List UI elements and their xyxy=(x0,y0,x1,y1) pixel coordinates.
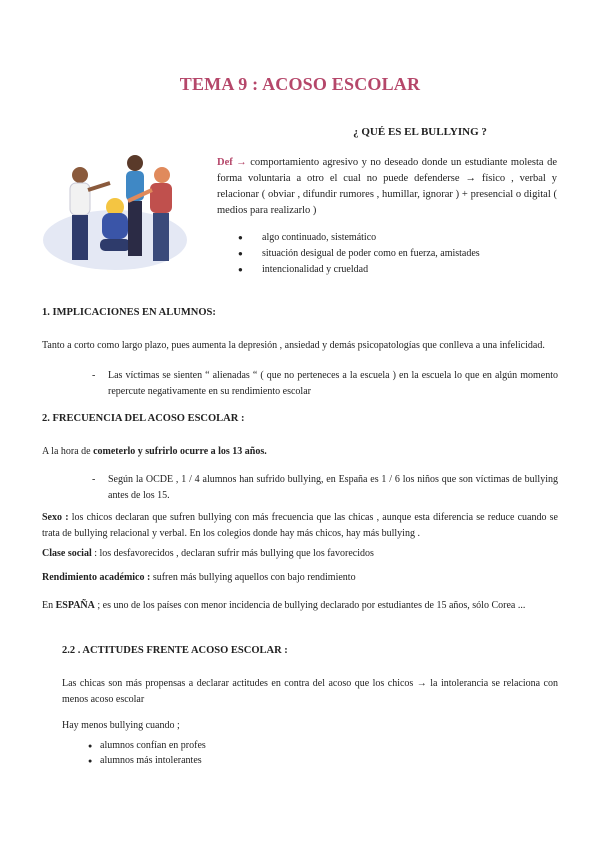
victim-legs xyxy=(100,239,130,251)
list-item: ● algo continuado, sistemático xyxy=(238,230,480,246)
section2-dash-text: Según la OCDE , 1 / 4 alumnos han sufrido bullying, en España es 1 / 6 los niños que son víctimas de bullying antes de los 15. xyxy=(108,474,558,501)
section2-intro: A la hora de cometerlo y sufrirlo ocurre a los 13 años. xyxy=(42,446,267,457)
arrow-icon: → xyxy=(236,157,247,168)
definition-text: comportamiento agresivo y no deseado donde un estudiante molesta de forma voluntaria a otro el cual no puede defenderse → físico , verbal y relacionar ( obviar , difundir rumores , humillar, ignorar ) + presencial o digital ( medios para realizarlo ) xyxy=(217,157,557,216)
clase-label: Clase social xyxy=(42,548,92,559)
definition-bullet-list xyxy=(238,230,480,278)
victim-body xyxy=(102,213,128,239)
list-item: ● situación desigual de poder como en fuerza, amistades xyxy=(238,246,480,262)
list-item: ● alumnos más intolerantes xyxy=(88,753,206,768)
person-left-head xyxy=(72,167,88,183)
person-left-legs xyxy=(72,215,88,260)
section2-intro-bold: cometerlo y sufrirlo ocurre a los 13 años. xyxy=(93,446,267,457)
bullying-group-illustration xyxy=(40,145,190,270)
clase-paragraph: Clase social : los desfavorecidos , declaran sufrir más bullying que los favorecidos xyxy=(42,548,374,559)
person-right-body xyxy=(150,183,172,213)
definition-paragraph xyxy=(217,155,557,219)
section2-dash-item: - Según la OCDE , 1 / 4 alumnos han sufrido bullying, en España es 1 / 6 los niños que son víctimas de bullying antes de los 15. xyxy=(92,472,558,504)
list-item: ● intencionalidad y crueldad xyxy=(238,262,480,278)
section1-dash-text: Las víctimas se sienten “ alienadas “ ( que no perteneces a la escuela ) en la escuela lo que en algún momento repercute negativamente en su rendimiento escolar xyxy=(108,370,558,397)
section1-heading: 1. IMPLICACIONES EN ALUMNOS: xyxy=(42,307,216,318)
person-middle-legs xyxy=(128,201,142,256)
rendimiento-label: Rendimiento académico : xyxy=(42,572,151,583)
person-right-legs xyxy=(153,213,169,261)
section1-paragraph: Tanto a corto como largo plazo, pues aumenta la depresión , ansiedad y demás psicopatologías que conlleva a una infelicidad. xyxy=(42,340,545,351)
sexo-label: Sexo : xyxy=(42,512,69,523)
section1-dash-item: - Las víctimas se sienten “ alienadas “ ( que no perteneces a la escuela ) en la escuela lo que en algún momento repercute negativamente en su rendimiento escolar xyxy=(92,368,558,400)
definition-label: Def xyxy=(217,157,233,168)
person-left-body xyxy=(70,183,90,215)
rendimiento-paragraph: Rendimiento académico : sufren más bullying aquellos con bajo rendimiento xyxy=(42,572,356,583)
section-question: ¿ QUÉ ES EL BULLYING ? xyxy=(353,126,487,138)
sexo-paragraph: Sexo : los chicos declaran que sufren bullying con más frecuencia que las chicas , aunque esta diferencia se reduce cuando se trata de bullying relacional y verbal. En los colegios donde hay más chicos, hay más bullying . xyxy=(42,512,558,539)
person-right-head xyxy=(154,167,170,183)
section22-heading: 2.2 . ACTITUDES FRENTE ACOSO ESCOLAR : xyxy=(62,645,288,656)
section22-paragraph: Las chicas son más propensas a declarar actitudes en contra del acoso que los chicos → la intolerancia se relaciona con menos acoso escolar xyxy=(62,678,558,705)
person-middle-head xyxy=(127,155,143,171)
section22-bullet-list xyxy=(88,738,206,768)
espana-bold: ESPAÑA xyxy=(55,600,95,611)
person-left-arm xyxy=(88,183,110,190)
section2-heading: 2. FRECUENCIA DEL ACOSO ESCOLAR : xyxy=(42,413,245,424)
list-item: ● alumnos confían en profes xyxy=(88,738,206,753)
section22-intro: Hay menos bullying cuando ; xyxy=(62,720,180,731)
page-title: TEMA 9 : ACOSO ESCOLAR xyxy=(179,74,421,94)
espana-paragraph: En ESPAÑA ; es uno de los países con menor incidencia de bullying declarado por estudiantes de 15 años, sólo Corea ... xyxy=(42,600,526,611)
